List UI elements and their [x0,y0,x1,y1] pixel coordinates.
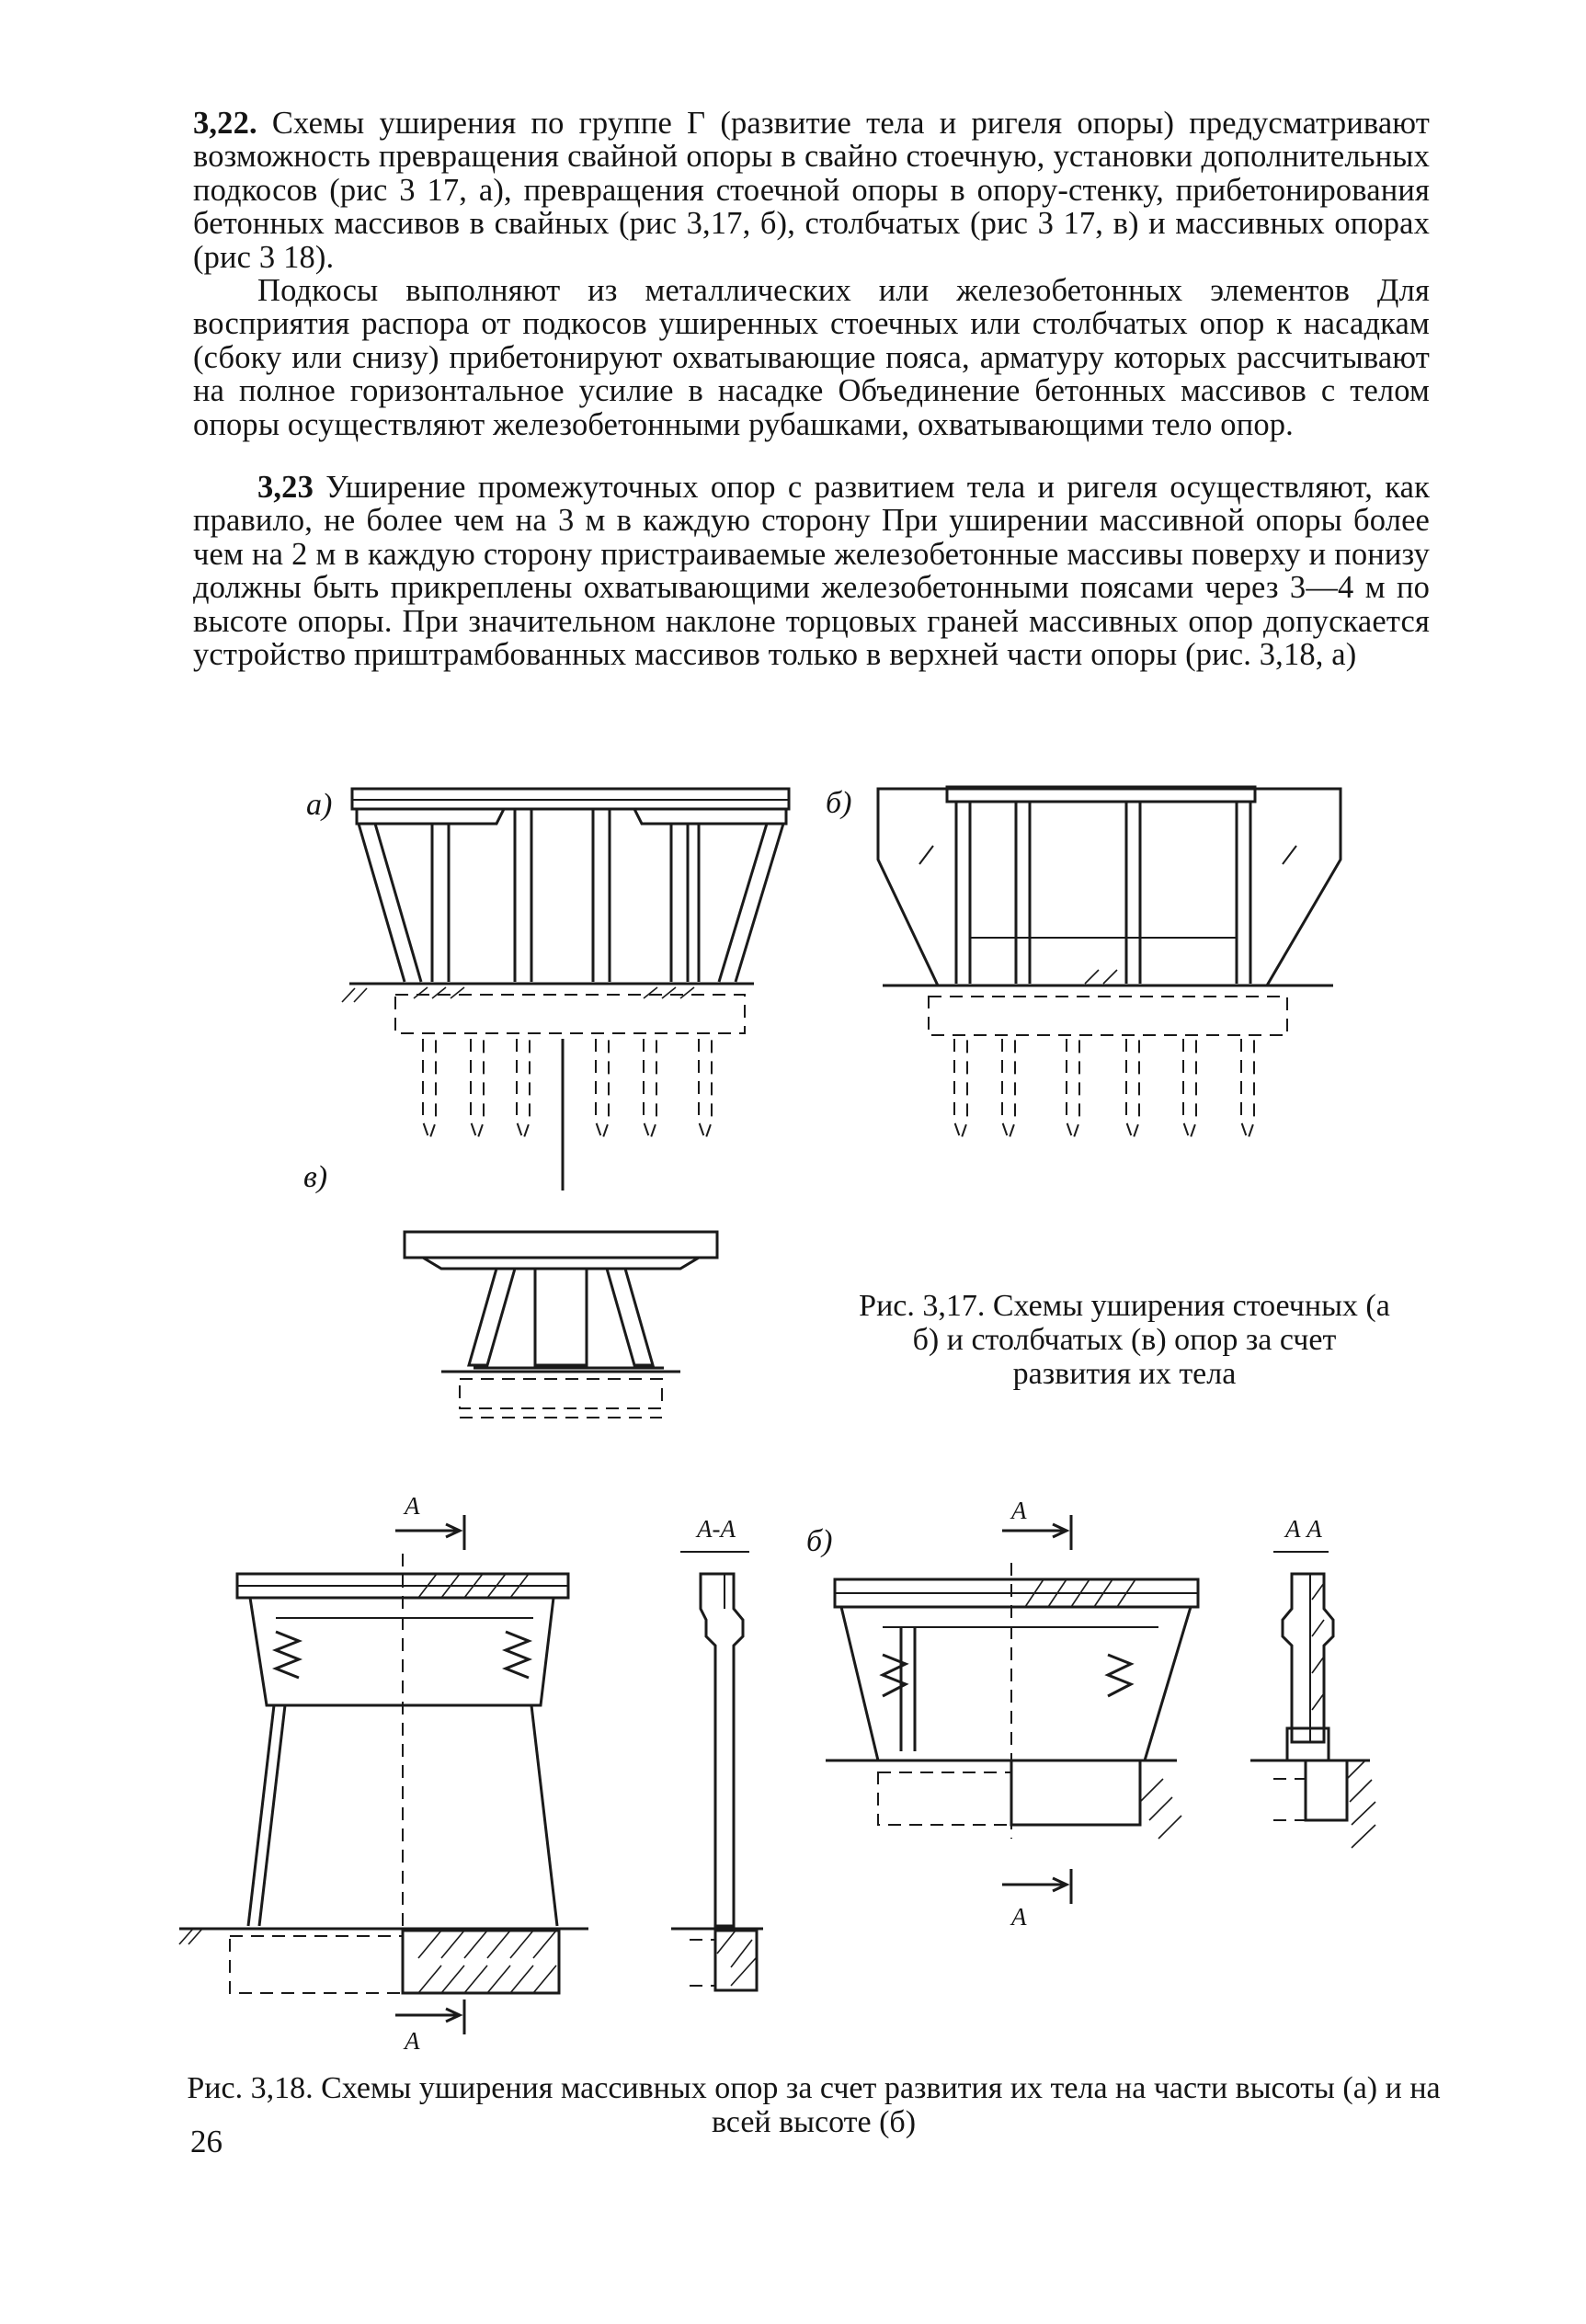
figure-3-17-caption: Рис. 3,17. Схемы уширения стоечных (а б) и столбчатых (в) опор за счет развития их тела [859,1289,1390,1391]
fig-3-18-a-section-mark-bottom: А [405,2027,420,2055]
fig-3-18-b-section-mark-top: А [1011,1497,1027,1524]
fig-3-17-label-b: б) [826,786,852,820]
paragraph-braces: Подкосы выполняют из металлических или железобетонных элементов Для восприятия распора от подкосов уширенных стоечных или столбчатых опор к насадкам (сбоку или снизу) прибетонируют охватывающие пояса, арматуру которых рассчитывают на полное горизонтальное усилие в насадке Объединение бетонных массивов с телом опоры осуществляют железобетонными рубашками, охватывающими тело опор. [193,273,1430,442]
paragraph-text: Схемы уширения по группе Г (развитие тела и ригеля опоры) предусматривают возможность превращения свайной опоры в свайно стоечную, установки дополнительных подкосов (рис 3 17, а), превращения стоечной опоры в опору-стенку, прибетонирования бетонных массивов в свайных (рис 3,17, б), столбчатых (рис 3 17, в) и массивных опорах (рис 3 18). [193,106,1430,275]
fig-3-17-label-v: в) [303,1160,328,1194]
fig-3-18-a-section [671,1552,763,1990]
fig-3-17-label-a: а) [306,788,333,822]
clause-number: 3,23 [257,470,314,505]
fig-3-18-a-elevation [179,1515,588,2034]
figure-3-18-caption: Рис. 3,18. Схемы уширения массивных опор за счет развития их тела на части высоты (а) и на всей высоте (б) [187,2071,1441,2139]
clause-number: 3,22. [193,106,257,141]
fig-3-18-label-b: б) [806,1524,833,1558]
fig-3-18-a-section-mark-top: А [405,1492,420,1520]
fig-3-18-a-section-title: А-А [697,1515,736,1543]
fig-3-18-b-section-mark-bottom: А [1011,1903,1027,1931]
fig-3-18-b-section [1250,1552,1375,1848]
fig-3-18-b-elevation [826,1515,1198,1904]
paragraph-text: Уширение промежуточных опор с развитием тела и ригеля осуществляют, как правило, не более чем на 3 м в каждую сторону При уширении массивной опоры более чем на 2 м в каждую сторону пристраиваемые железобетонные массивы поверху и понизу должны быть прикреплены охватывающими железобетонными поясами через 3—4 м по высоте опоры. При значительном наклоне торцовых граней массивных опор допускается устройство приштрамбованных массивов только в верхней части опоры (рис. 3,18, а) [193,470,1430,673]
fig-3-18-b-section-title: А А [1285,1515,1322,1543]
page-number: 26 [190,2124,222,2159]
